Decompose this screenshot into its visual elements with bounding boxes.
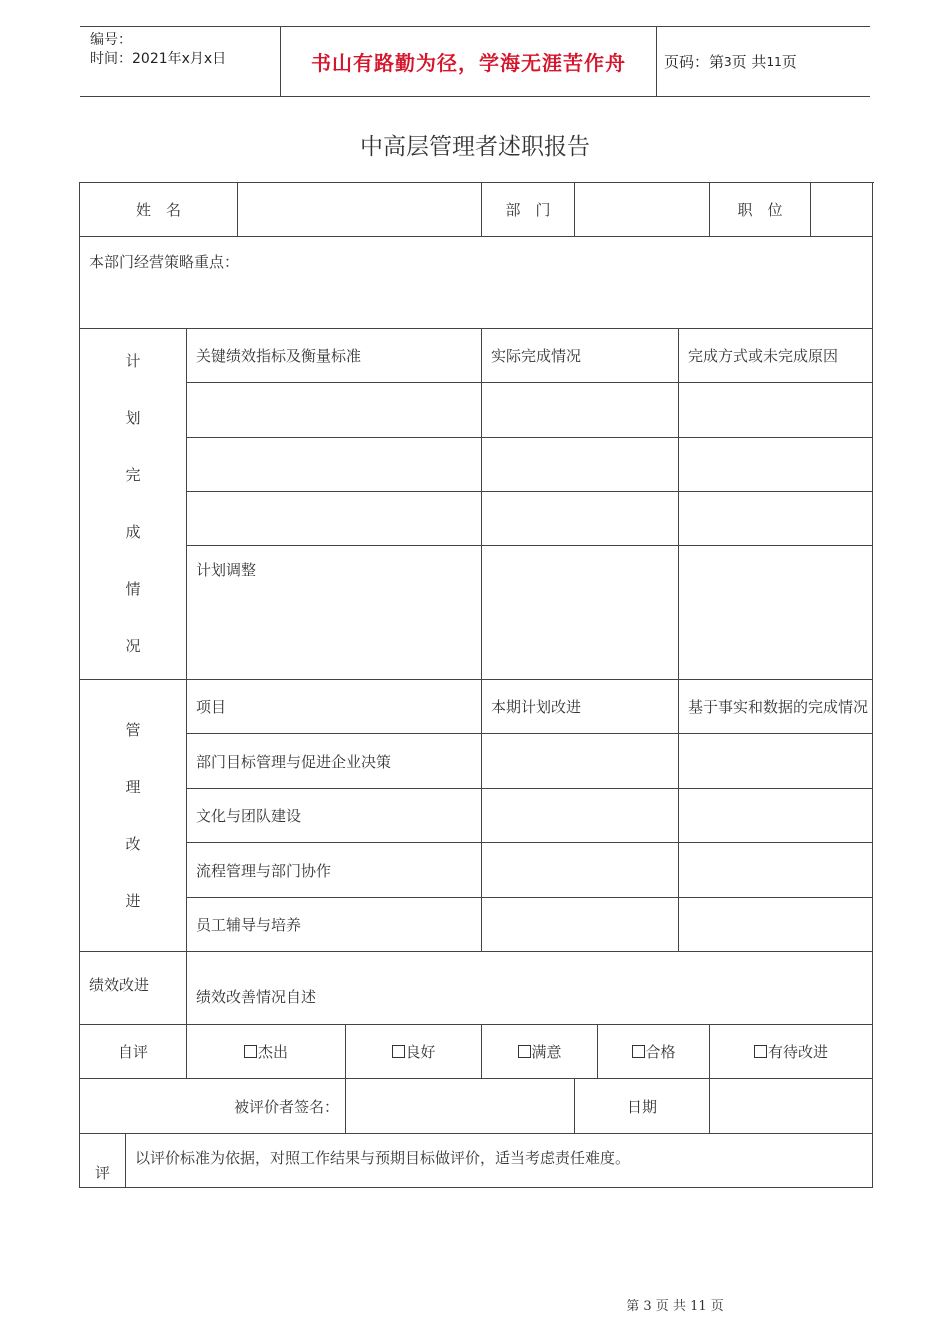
plan-col-method: 完成方式或未完成原因 <box>679 329 873 383</box>
page-suffix: 页 <box>781 53 797 71</box>
header-motto: 书山有路勤为径，学海无涯苦作舟 <box>280 27 657 96</box>
review-label: 评 <box>80 1134 126 1188</box>
document-title: 中高层管理者述职报告 <box>360 134 590 160</box>
plan-side-label <box>80 329 187 680</box>
mgmt-item-cell: 流程管理与部门协作 <box>187 843 482 898</box>
plan-method-cell[interactable] <box>679 383 873 438</box>
plan-adjust-method-cell[interactable] <box>679 546 873 680</box>
name-label: 姓 名 <box>80 183 238 237</box>
option-label: 杰出 <box>258 1043 289 1061</box>
checkbox-icon[interactable] <box>518 1045 531 1058</box>
name-field[interactable] <box>238 183 482 237</box>
plan-method-cell[interactable] <box>679 438 873 492</box>
footer-suffix: 页 <box>710 1299 724 1314</box>
plan-side-char: 成 <box>125 523 141 541</box>
self-eval-row <box>80 1025 873 1079</box>
plan-kpi-cell[interactable] <box>187 492 482 546</box>
option-label: 良好 <box>405 1043 436 1061</box>
mgmt-result-cell[interactable] <box>679 734 873 789</box>
mgmt-col-plan: 本期计划改进 <box>482 680 679 734</box>
plan-kpi-cell[interactable] <box>187 383 482 438</box>
mgmt-side-char: 进 <box>125 891 141 910</box>
checkbox-icon[interactable] <box>244 1045 257 1058</box>
footer-page-current: 3 <box>643 1299 652 1314</box>
basic-info-row <box>80 183 873 237</box>
position-field[interactable] <box>811 183 873 237</box>
perf-desc-label: 绩效改善情况自述 <box>196 987 317 1006</box>
review-row <box>80 1134 873 1188</box>
plan-side-char: 完 <box>125 466 141 484</box>
mgmt-col-result: 基于事实和数据的完成情况 <box>679 680 873 734</box>
plan-adjust-cell[interactable] <box>187 546 482 680</box>
plan-col-kpi: 关键绩效指标及衡量标准 <box>187 329 482 383</box>
footer-prefix: 第 <box>626 1299 640 1314</box>
dept-field[interactable] <box>575 183 710 237</box>
mgmt-col-item: 项目 <box>187 680 482 734</box>
header-page-info <box>655 27 870 96</box>
checkbox-icon[interactable] <box>632 1045 645 1058</box>
self-eval-label: 自评 <box>80 1025 187 1079</box>
plan-row <box>80 492 873 546</box>
page-prefix: 页码：第 <box>664 53 725 71</box>
review-text: 以评价标准为依据，对照工作结果与预期目标做评价，适当考虑责任难度。 <box>135 1149 631 1167</box>
option-label: 有待改进 <box>768 1043 829 1061</box>
plan-side-char: 情 <box>125 580 141 598</box>
sign-label: 被评价者签名： <box>80 1079 346 1134</box>
footer-mid: 页 共 <box>655 1299 686 1314</box>
perf-row <box>80 952 873 1025</box>
plan-adjust-row <box>80 546 873 680</box>
checkbox-icon[interactable] <box>392 1045 405 1058</box>
option-qualified[interactable] <box>598 1025 710 1079</box>
sign-field[interactable] <box>346 1079 575 1134</box>
plan-row <box>80 438 873 492</box>
mgmt-row <box>80 789 873 843</box>
page-footer <box>0 1295 950 1314</box>
strategy-cell[interactable] <box>80 237 873 329</box>
page-total: 11 <box>766 54 782 69</box>
plan-adjust-label: 计划调整 <box>196 561 257 579</box>
perf-desc-cell[interactable] <box>187 952 873 1025</box>
sign-row <box>80 1079 873 1134</box>
date-label: 日期 <box>575 1079 710 1134</box>
review-text-cell[interactable] <box>126 1134 873 1188</box>
plan-kpi-cell[interactable] <box>187 438 482 492</box>
plan-actual-cell[interactable] <box>482 383 679 438</box>
perf-label: 绩效改进 <box>80 952 187 1025</box>
mgmt-plan-cell[interactable] <box>482 734 679 789</box>
plan-actual-cell[interactable] <box>482 492 679 546</box>
strategy-label: 本部门经营策略重点： <box>89 253 240 271</box>
plan-adjust-actual-cell[interactable] <box>482 546 679 680</box>
option-satisfactory[interactable] <box>482 1025 598 1079</box>
option-needs-improvement[interactable] <box>710 1025 873 1079</box>
mgmt-result-cell[interactable] <box>679 789 873 843</box>
mgmt-side-char: 理 <box>125 777 141 796</box>
mgmt-item-cell: 员工辅导与培养 <box>187 898 482 952</box>
page-header <box>80 26 870 97</box>
mgmt-result-cell[interactable] <box>679 898 873 952</box>
report-form <box>79 182 873 1188</box>
strategy-row <box>80 237 873 329</box>
dept-label: 部 门 <box>482 183 575 237</box>
option-label: 满意 <box>531 1043 562 1061</box>
option-label: 合格 <box>645 1043 676 1061</box>
plan-col-actual: 实际完成情况 <box>482 329 679 383</box>
mgmt-header-row <box>80 680 873 734</box>
header-meta <box>80 27 280 96</box>
mgmt-plan-cell[interactable] <box>482 843 679 898</box>
date-field[interactable] <box>710 1079 873 1134</box>
plan-actual-cell[interactable] <box>482 438 679 492</box>
plan-header-row <box>80 329 873 383</box>
footer-page-total: 11 <box>690 1299 707 1314</box>
mgmt-row <box>80 898 873 952</box>
option-outstanding[interactable] <box>187 1025 346 1079</box>
plan-method-cell[interactable] <box>679 492 873 546</box>
plan-side-char: 划 <box>125 409 141 427</box>
position-label: 职 位 <box>710 183 811 237</box>
page-current: 3 <box>724 54 732 69</box>
mgmt-side-label <box>80 680 187 952</box>
mgmt-plan-cell[interactable] <box>482 789 679 843</box>
plan-side-char: 况 <box>125 637 141 655</box>
mgmt-side-char: 管 <box>125 720 141 739</box>
mgmt-row <box>80 843 873 898</box>
mgmt-row <box>80 734 873 789</box>
plan-side-char: 计 <box>125 352 141 370</box>
mgmt-result-cell[interactable] <box>679 843 873 898</box>
plan-row <box>80 383 873 438</box>
page-mid: 页 共 <box>731 53 767 71</box>
doc-time-label: 时间：2021年x月x日 <box>90 51 227 67</box>
mgmt-side-char: 改 <box>125 834 141 853</box>
checkbox-icon[interactable] <box>754 1045 767 1058</box>
mgmt-item-cell: 文化与团队建设 <box>187 789 482 843</box>
mgmt-item-cell: 部门目标管理与促进企业决策 <box>187 734 482 789</box>
doc-number-label: 编号： <box>90 32 132 48</box>
mgmt-plan-cell[interactable] <box>482 898 679 952</box>
option-good[interactable] <box>346 1025 482 1079</box>
